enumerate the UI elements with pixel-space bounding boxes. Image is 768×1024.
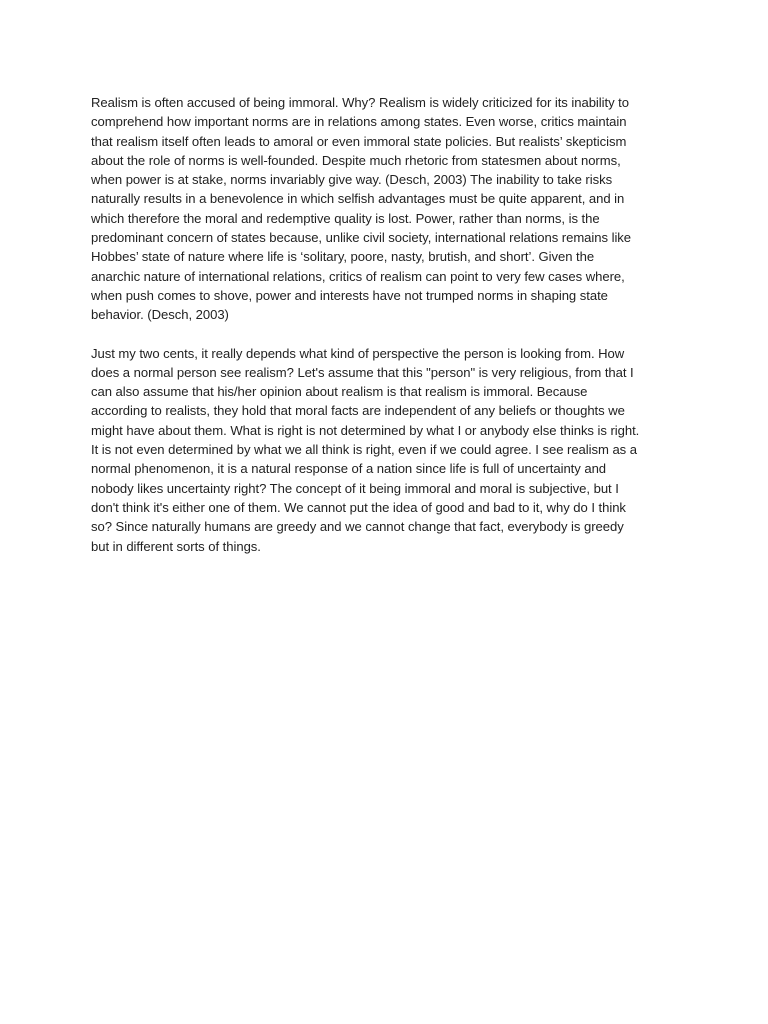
paragraph-personal-opinion: Just my two cents, it really depends what kind of perspective the person is looking from. How does a normal person see realism? Let's assume that this "person" is very religious, from that I can also assume that his/her opinion about realism is that realism is immoral. Because according to realists, they hold that moral facts are independent of any beliefs or thoughts we might have about them. What is right is not determined by what I or anybody else thinks is right. It is not even determined by what we all think is right, even if we could agree. I see realism as a normal phenomenon, it is a natural response of a nation since life is full of uncertainty and nobody likes uncertainty right? The concept of it being immoral and moral is subjective, but I don't think it's either one of them. We cannot put the idea of good and bad to it, why do I think so? Since naturally humans are greedy and we cannot change that fact, everybody is greedy but in different sorts of things. [91,345,640,554]
paragraph-realism-criticism: Realism is often accused of being immoral. Why? Realism is widely criticized for its inability to comprehend how important norms are in relations among states. Even worse, critics maintain that realism itself often leads to amoral or even immoral state policies. But realists’ skepticism about the role of norms is well-founded. Despite much rhetoric from statesmen about norms, when power is at stake, norms invariably give way. (Desch, 2003) The inability to take risks naturally results in a benevolence in which selfish advantages must be quite apparent, and in which therefore the moral and redemptive quality is lost. Power, rather than norms, is the predominant concern of states because, unlike civil society, international relations remains like Hobbes’ state of nature where life is ‘solitary, poore, nasty, brutish, and short’. Given the anarchic nature of international relations, critics of realism can point to very few cases where, when push comes to shove, power and interests have not trumped norms in shaping state behavior. (Desch, 2003) [91,95,632,323]
document-body [91,93,691,556]
